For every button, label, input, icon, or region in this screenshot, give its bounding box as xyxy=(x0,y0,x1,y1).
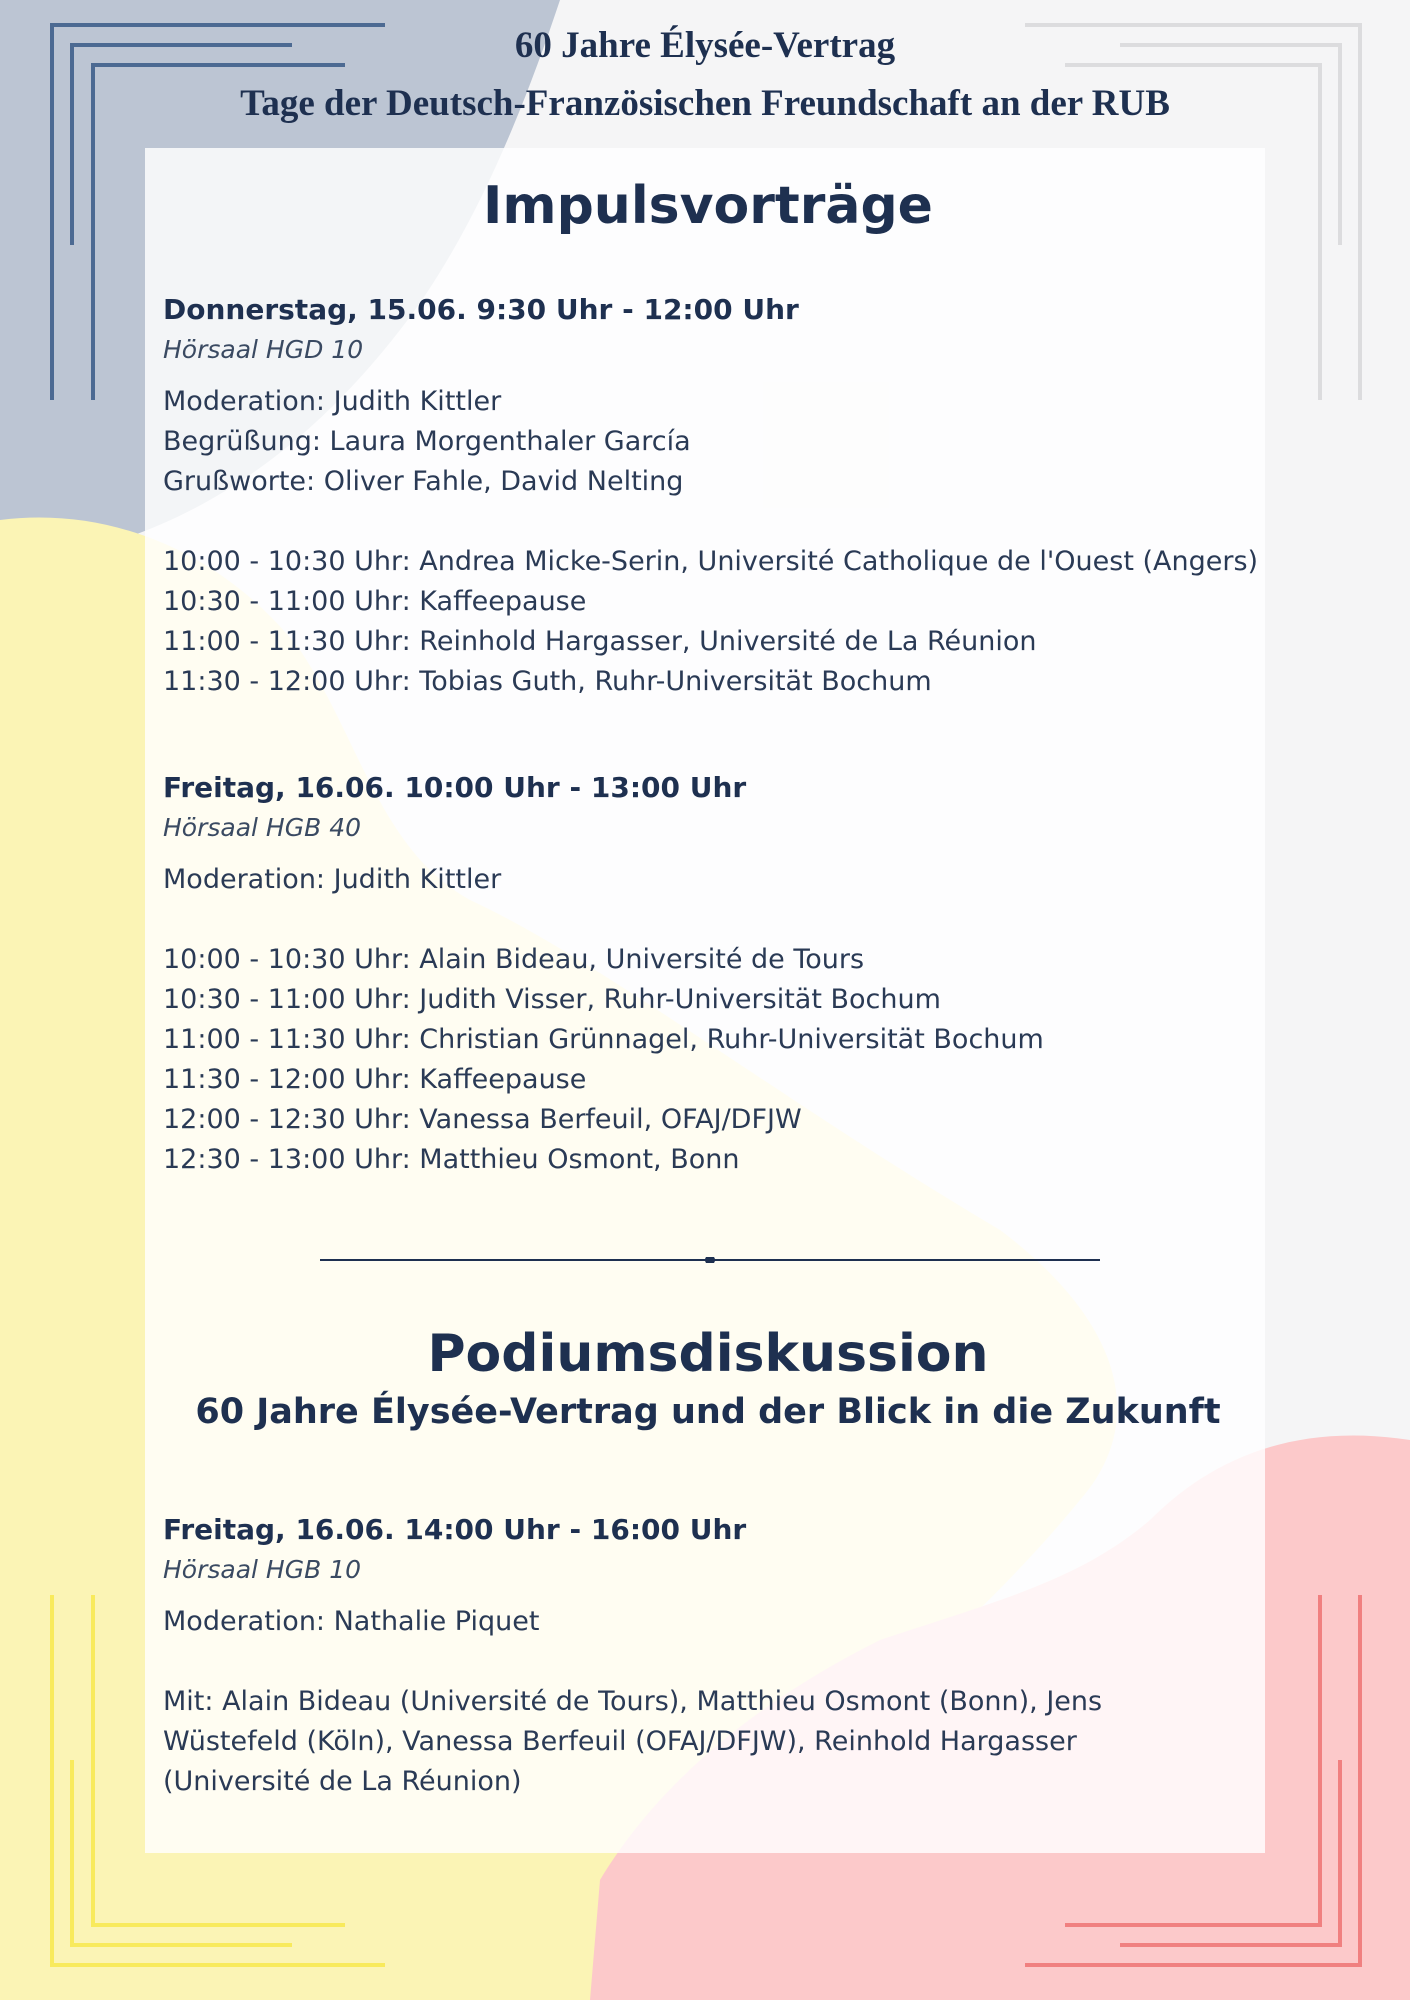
impuls-title: Impulsvorträge xyxy=(483,176,933,236)
day2-talk: 10:00 - 10:30 Uhr: Alain Bideau, Université de Tours xyxy=(163,944,865,975)
event-header xyxy=(0,18,1410,134)
podium-participants: Mit: Alain Bideau (Université de Tours), Matthieu Osmont (Bonn), Jens Wüstefeld (Köln), Vanessa Berfeuil (OFAJ/DFJW), Reinhold Hargasser (Université de La Réunion) xyxy=(163,1686,1103,1797)
header-line-2: Tage der Deutsch-Französischen Freundschaft an der RUB xyxy=(240,83,1170,124)
podium-room: Hörsaal HGB 10 xyxy=(163,1555,362,1584)
day2-talk: 11:00 - 11:30 Uhr: Christian Grünnagel, Ruhr-Universität Bochum xyxy=(163,1024,1044,1055)
day1-intro-line: Begrüßung: Laura Morgenthaler García xyxy=(163,426,691,457)
content-card xyxy=(145,148,1265,1853)
day2-talk: 12:00 - 12:30 Uhr: Vanessa Berfeuil, OFAJ/DFJW xyxy=(163,1104,802,1135)
day2-talk: 10:30 - 11:00 Uhr: Judith Visser, Ruhr-Universität Bochum xyxy=(163,984,941,1015)
podium-moderation: Moderation: Nathalie Piquet xyxy=(163,1606,540,1637)
day1-talk: 10:30 - 11:00 Uhr: Kaffeepause xyxy=(163,586,587,617)
section-divider xyxy=(320,1257,1100,1263)
day2-talk: 11:30 - 12:00 Uhr: Kaffeepause xyxy=(163,1064,587,1095)
day1-room: Hörsaal HGD 10 xyxy=(163,335,364,364)
day2-room: Hörsaal HGB 40 xyxy=(163,813,362,842)
day1-talk: 11:30 - 12:00 Uhr: Tobias Guth, Ruhr-Universität Bochum xyxy=(163,666,932,697)
day1-heading: Donnerstag, 15.06. 9:30 Uhr - 12:00 Uhr xyxy=(163,293,799,326)
podium-title: Podiumsdiskussion xyxy=(427,1324,989,1384)
day1-intro-line: Moderation: Judith Kittler xyxy=(163,386,502,417)
podium-section xyxy=(163,1510,1203,1802)
day2-section xyxy=(163,768,1044,1180)
podium-heading: Freitag, 16.06. 14:00 Uhr - 16:00 Uhr xyxy=(163,1513,747,1546)
day1-talk: 11:00 - 11:30 Uhr: Reinhold Hargasser, Université de La Réunion xyxy=(163,626,1037,657)
podium-subtitle: 60 Jahre Élysée-Vertrag und der Blick in die Zukunft xyxy=(195,1392,1221,1432)
day1-section xyxy=(163,290,1258,702)
day1-intro-line: Grußworte: Oliver Fahle, David Nelting xyxy=(163,466,684,497)
day2-heading: Freitag, 16.06. 10:00 Uhr - 13:00 Uhr xyxy=(163,771,747,804)
day1-talk: 10:00 - 10:30 Uhr: Andrea Micke-Serin, Université Catholique de l'Ouest (Angers) xyxy=(163,546,1259,577)
day2-talk: 12:30 - 13:00 Uhr: Matthieu Osmont, Bonn xyxy=(163,1144,740,1175)
header-line-1: 60 Jahre Élysée-Vertrag xyxy=(514,25,896,66)
day2-moderation: Moderation: Judith Kittler xyxy=(163,864,502,895)
